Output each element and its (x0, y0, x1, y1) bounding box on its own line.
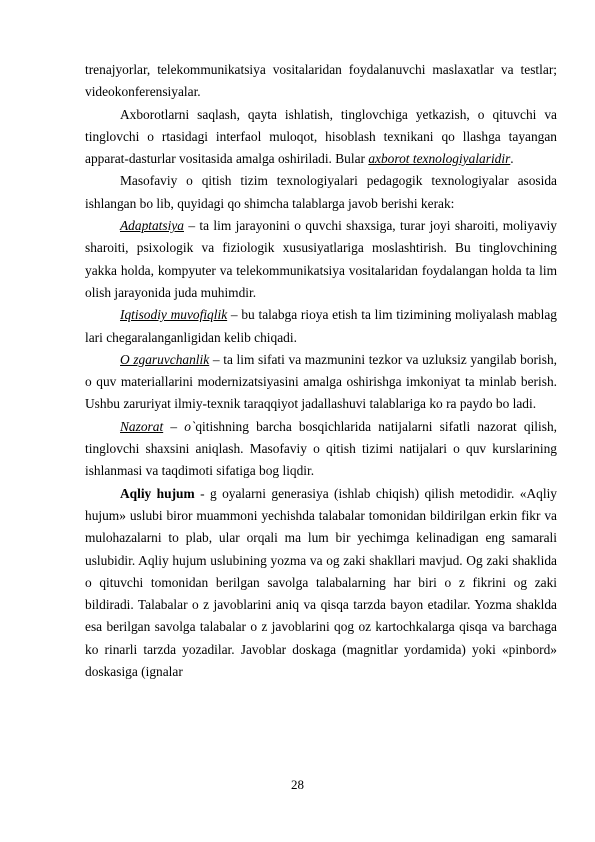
term-ozgaruvchanlik: O zgaruvchanlik (120, 351, 210, 367)
paragraph-5-text: – bu talabga rioya etish ta lim tizimining moliyalash mablag lari chegaralanganligidan kelib chiqadi. (85, 307, 557, 345)
term-aqliy-hujum: Aqliy hujum (120, 485, 195, 501)
term-axborot-texnologiyalari: axborot texnologiyalaridir (368, 151, 511, 167)
body-text (85, 59, 557, 683)
paragraph-7 (85, 416, 557, 483)
page-number: 28 (291, 777, 304, 792)
paragraph-1 (85, 59, 557, 104)
paragraph-4 (85, 215, 557, 304)
term-iqtisodiy-muvofiqlik: Iqtisodiy muvofiqlik (120, 307, 228, 323)
paragraph-8-text: - g oyalarni generasiya (ishlab chiqish) qilish metodidir. «Aqliy hujum» uslubi biror muammoni yechishda talabalar tomonidan bildirilgan erkin fikr va mulohazalarni to plab, ular orqali ma lum bir yechimga kelinadigan eng samarali uslubidir. Aqliy hujum uslubining yozma va og zaki shakllari mavjud. Og zaki shaklida o qituvchi tomonidan berilgan savolga talabalarning har biri o z fikrini og zaki bildiradi. Talabalar o z javoblarini aniq va qisqa tarzda bayon etadilar. Yozma shaklda esa berilgan savolga talabalar o z javoblarini qog oz kartochkalarga qisqa va barchaga ko rinarli tarzda yozadilar. Javoblar doskaga (magnitlar yordamida) yoki «pinbord» doskasiga (ignalar (85, 485, 557, 680)
paragraph-7-text: qitishning barcha bosqichlarida natijalarni sifatli nazorat qilish, tinglovchi shaxsini aniqlash. Masofaviy o qitish tizimi natijalari o quv kurslarining ishlanmasi va taqdimoti sifatiga bog liqdir. (85, 418, 558, 479)
paragraph-7-dash: – (163, 418, 185, 434)
paragraph-7-italic: o` (184, 418, 196, 434)
paragraph-5 (85, 304, 557, 349)
paragraph-3-text: Masofaviy o qitish tizim texnologiyalari pedagogik texnologiyalar asosida ishlangan bo lib, quyidagi qo shimcha talablarga javob berishi kerak: (85, 173, 557, 211)
paragraph-8 (85, 483, 557, 684)
paragraph-2-text: Axborotlarni saqlash, qayta ishlatish, tinglovchiga yetkazish, o qituvchi va tinglovchi o rtasidagi interfaol muloqot, hisoblash texnikani qo llashga tayangan apparat-dasturlar vositasida amalga oshiriladi. Bular (85, 106, 557, 167)
term-adaptatsiya: Adaptatsiya (120, 218, 184, 234)
paragraph-6 (85, 349, 557, 416)
paragraph-1-text: trenajyorlar, telekommunikatsiya vositalaridan foydalanuvchi maslaxatlar va testlar; videokonferensiyalar. (85, 62, 557, 100)
paragraph-6-text: – ta lim sifati va mazmunini tezkor va uzluksiz yangilab borish, o quv materiallarini modernizatsiyasini amalga oshirishga imkoniyat ta minlab berish. Ushbu zaruriyat ilmiy-texnik taraqqiyot jadallashuvi talablariga ko ra paydo bo ladi. (85, 351, 557, 412)
paragraph-2-tail: . (510, 151, 514, 167)
paragraph-3 (85, 170, 557, 215)
paragraph-2 (85, 104, 557, 171)
paragraph-4-text: – ta lim jarayonini o quvchi shaxsiga, turar joyi sharoiti, moliyaviy sharoiti, psixologik va fiziologik xususiyatlariga moslashtirish. Bu tinglovchining yakka holda, kompyuter va telekommunikatsiya vositalaridan foydalangan holda ta lim olish jarayonida juda muhimdir. (85, 218, 557, 300)
term-nazorat: Nazorat (120, 418, 164, 434)
